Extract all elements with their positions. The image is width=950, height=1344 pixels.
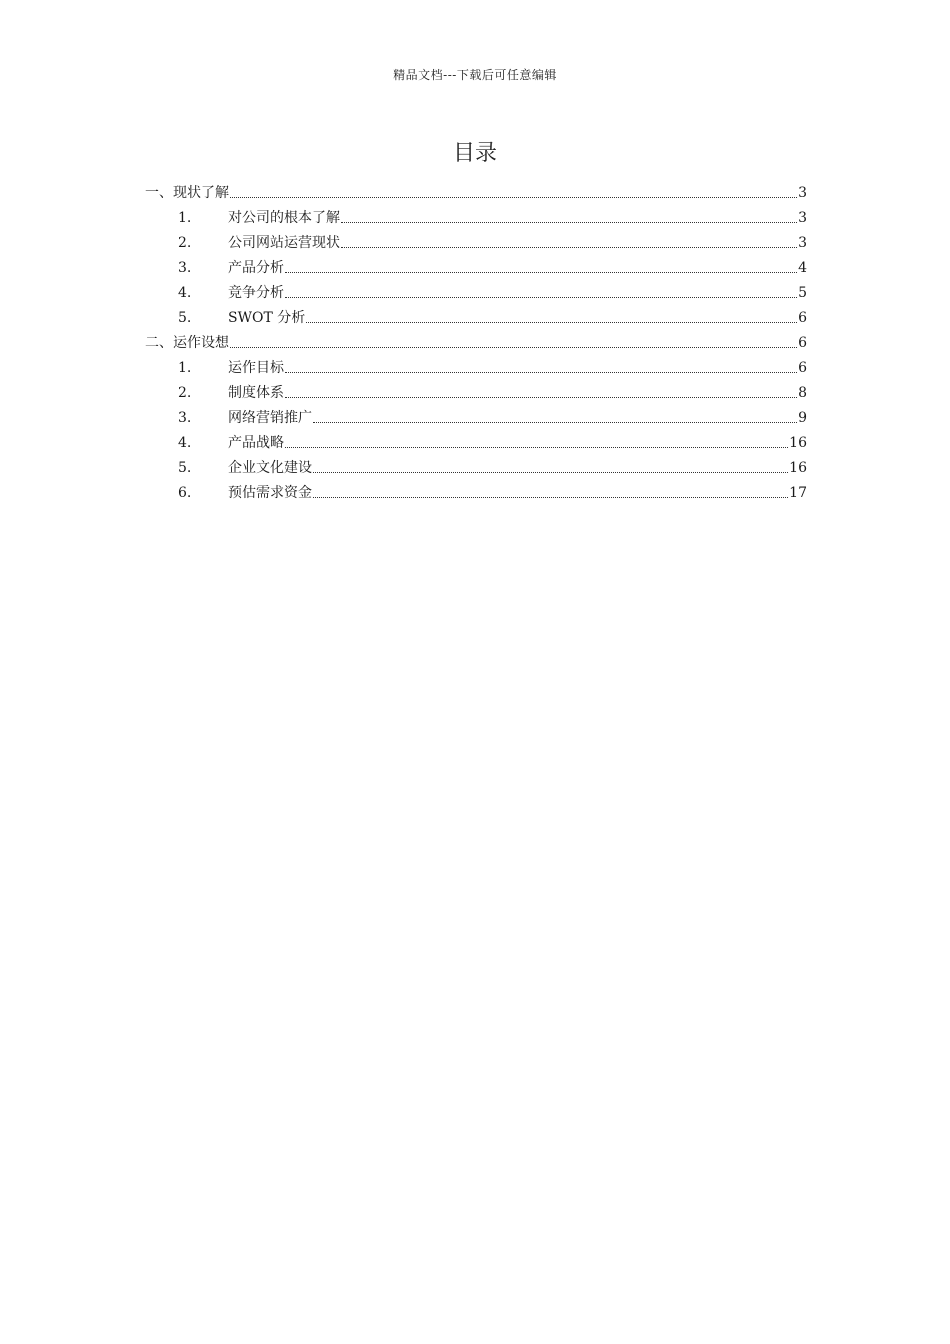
toc-number: 1. [178, 210, 192, 226]
toc-entry[interactable] [145, 352, 807, 377]
toc-page-number: 6 [798, 360, 807, 376]
dot-leader [285, 396, 797, 398]
toc-entry[interactable] [145, 452, 807, 477]
toc-label: 对公司的根本了解 [228, 210, 340, 226]
toc-page-number: 6 [798, 335, 807, 351]
toc-page-number: 9 [798, 410, 807, 426]
toc-page-number: 3 [798, 235, 807, 251]
toc-label: 运作目标 [228, 360, 284, 376]
toc-label: 网络营销推广 [228, 410, 312, 426]
toc-number: 5. [178, 310, 192, 326]
toc-entry-section-1[interactable] [145, 177, 807, 202]
dot-leader [285, 296, 797, 298]
toc-label: 公司网站运营现状 [228, 235, 340, 251]
toc-number: 4. [178, 435, 192, 451]
toc-page-number: 16 [789, 460, 807, 476]
dot-leader [313, 471, 788, 473]
table-of-contents [145, 177, 807, 502]
toc-entry-section-2[interactable] [145, 327, 807, 352]
toc-entry[interactable] [145, 252, 807, 277]
toc-entry[interactable] [145, 227, 807, 252]
dot-leader [230, 346, 797, 348]
toc-label: 企业文化建设 [228, 460, 312, 476]
toc-label: 产品战略 [228, 435, 284, 451]
dot-leader [306, 321, 797, 323]
dot-leader [341, 246, 797, 248]
toc-label: 预估需求资金 [228, 485, 312, 501]
toc-entry[interactable] [145, 302, 807, 327]
page-header: 精品文档---下载后可任意编辑 [393, 68, 557, 82]
toc-label: 竞争分析 [228, 285, 284, 301]
dot-leader [313, 496, 788, 498]
dot-leader [285, 371, 797, 373]
toc-label: 产品分析 [228, 260, 284, 276]
toc-entry[interactable] [145, 202, 807, 227]
toc-number: 3. [178, 410, 192, 426]
toc-label: 二、运作设想 [145, 335, 229, 351]
toc-entry[interactable] [145, 377, 807, 402]
toc-page-number: 16 [789, 435, 807, 451]
toc-label: 制度体系 [228, 385, 284, 401]
toc-entry[interactable] [145, 477, 807, 502]
toc-label: 一、现状了解 [145, 185, 229, 201]
toc-number: 5. [178, 460, 192, 476]
toc-number: 1. [178, 360, 192, 376]
toc-entry[interactable] [145, 277, 807, 302]
dot-leader [230, 196, 797, 198]
toc-entry[interactable] [145, 427, 807, 452]
toc-page-number: 4 [798, 260, 807, 276]
toc-entry[interactable] [145, 402, 807, 427]
dot-leader [341, 221, 797, 223]
toc-page-number: 5 [798, 285, 807, 301]
toc-page-number: 3 [798, 185, 807, 201]
toc-number: 2. [178, 385, 192, 401]
toc-number: 4. [178, 285, 192, 301]
toc-number: 6. [178, 485, 192, 501]
toc-page-number: 6 [798, 310, 807, 326]
toc-page-number: 17 [789, 485, 807, 501]
toc-page-number: 3 [798, 210, 807, 226]
dot-leader [313, 421, 797, 423]
dot-leader [285, 271, 797, 273]
toc-page-number: 8 [798, 385, 807, 401]
toc-label: SWOT 分析 [228, 310, 306, 326]
toc-title: 目录 [452, 141, 497, 166]
toc-number: 2. [178, 235, 192, 251]
toc-number: 3. [178, 260, 192, 276]
dot-leader [285, 446, 788, 448]
